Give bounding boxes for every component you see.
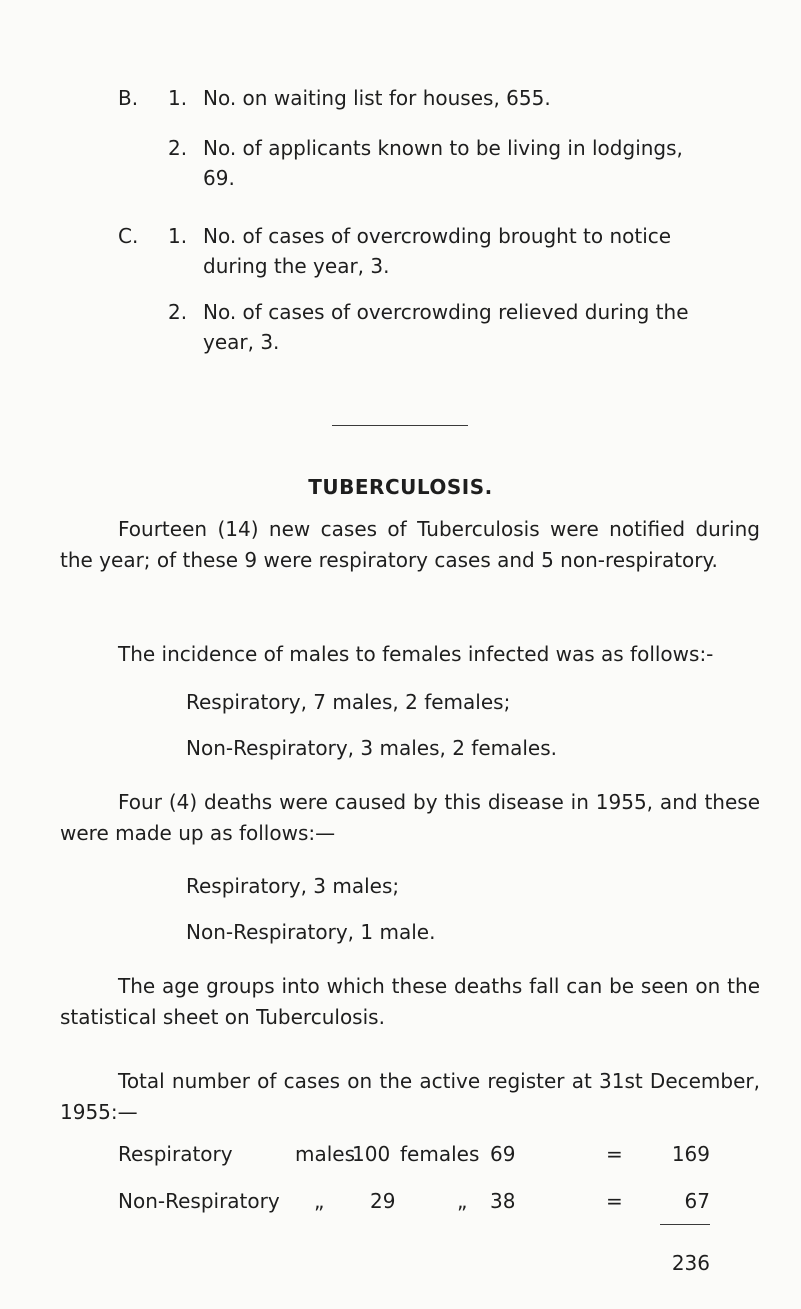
- item-number: 1.: [168, 224, 188, 248]
- paragraph-age-groups: The age groups into which these deaths fall can be seen on the statistical sheet on Tuberculosis.: [60, 974, 760, 1029]
- item-number: 1.: [168, 86, 188, 110]
- paragraph-deaths: Four (4) deaths were caused by this disease in 1955, and these were made up as follows:—: [60, 790, 760, 845]
- paragraph-incidence: The incidence of males to females infected was as follows:-: [118, 642, 714, 666]
- males-label: males: [295, 1142, 356, 1166]
- males-value: 100: [352, 1142, 391, 1166]
- item-text: No. on waiting list for houses, 655.: [203, 86, 551, 110]
- equals-sign: =: [606, 1142, 623, 1166]
- females-value: 38: [490, 1189, 516, 1213]
- paragraph-new-cases: Fourteen (14) new cases of Tuberculosis were notified during the year; of these 9 were respiratory cases and 5 non-respiratory.: [60, 517, 760, 572]
- row-total: 67: [684, 1189, 710, 1213]
- females-label: females: [400, 1142, 480, 1166]
- item-text: 69.: [203, 166, 235, 190]
- males-label: „: [314, 1189, 325, 1213]
- item-text: during the year, 3.: [203, 254, 390, 278]
- item-text: No. of cases of overcrowding relieved during the: [203, 300, 689, 324]
- section-c-letter: C.: [118, 224, 139, 248]
- row-label: Non-Respiratory: [118, 1189, 280, 1213]
- section-b-letter: B.: [118, 86, 139, 110]
- item-text: No. of applicants known to be living in lodgings,: [203, 136, 683, 160]
- item-text: No. of cases of overcrowding brought to notice: [203, 224, 672, 248]
- paragraph-register-total: Total number of cases on the active register at 31st December, 1955:—: [60, 1069, 760, 1124]
- total-rule: [660, 1224, 710, 1225]
- deaths-respiratory: Respiratory, 3 males;: [186, 874, 400, 898]
- equals-sign: =: [606, 1189, 623, 1213]
- section-heading: TUBERCULOSIS.: [308, 475, 493, 499]
- row-label: Respiratory: [118, 1142, 233, 1166]
- item-text: year, 3.: [203, 330, 280, 354]
- females-value: 69: [490, 1142, 516, 1166]
- incidence-respiratory: Respiratory, 7 males, 2 females;: [186, 690, 511, 714]
- row-total: 169: [671, 1142, 710, 1166]
- item-number: 2.: [168, 136, 188, 160]
- section-divider: [332, 425, 468, 426]
- item-number: 2.: [168, 300, 188, 324]
- incidence-non-respiratory: Non-Respiratory, 3 males, 2 females.: [186, 736, 558, 760]
- deaths-non-respiratory: Non-Respiratory, 1 male.: [186, 920, 436, 944]
- grand-total: 236: [671, 1251, 710, 1275]
- females-label: „: [457, 1189, 468, 1213]
- males-value: 29: [370, 1189, 396, 1213]
